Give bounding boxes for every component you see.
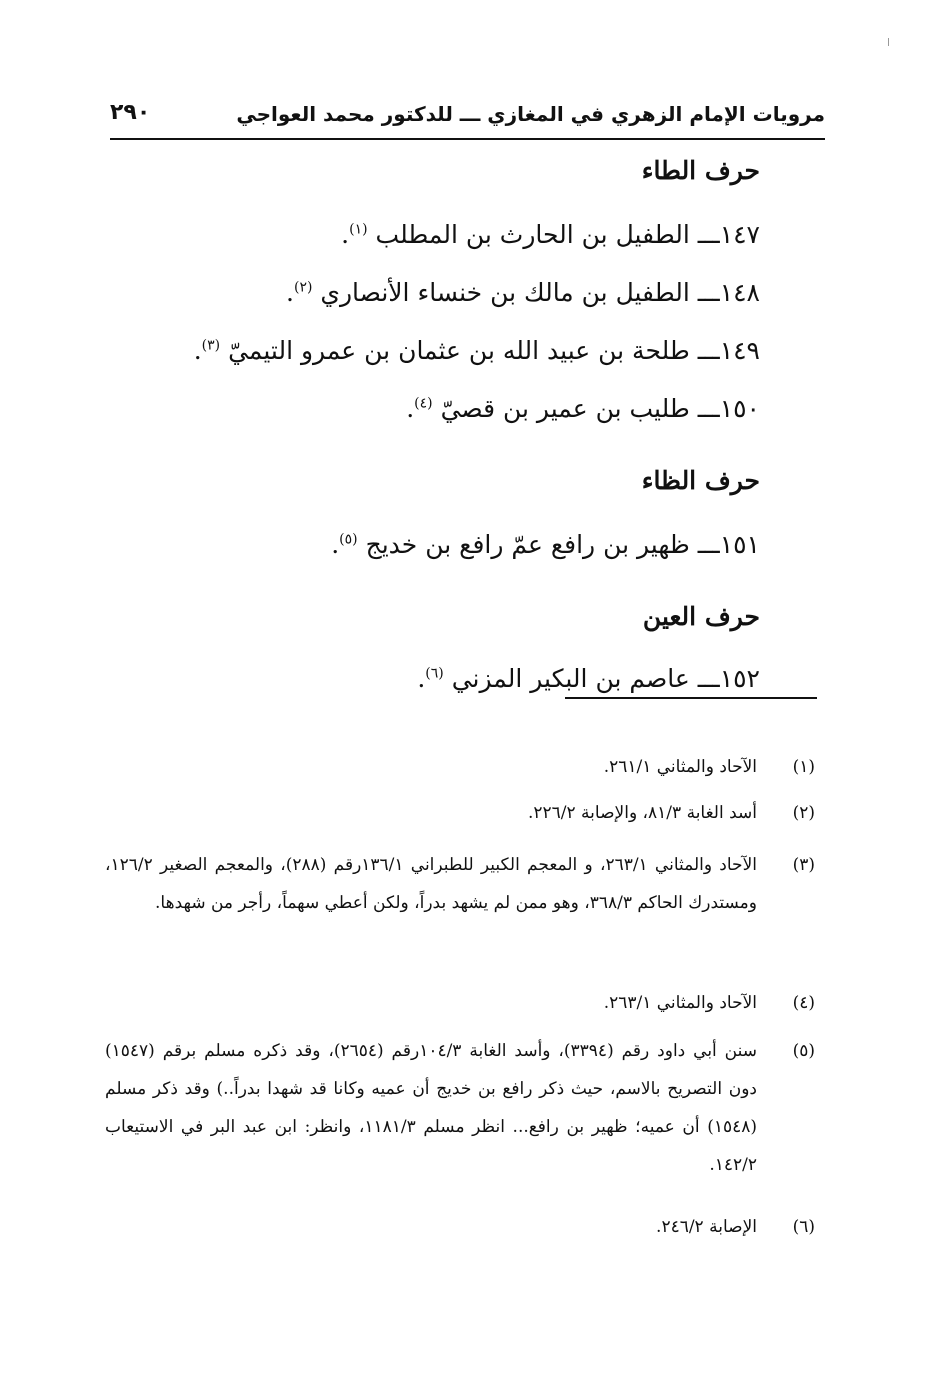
entry-text: ١٤٧ـــ الطفيل بن الحارث بن المطلب xyxy=(375,220,760,249)
footnote-ref: (٢) xyxy=(293,279,313,296)
footnote-number: (٢) xyxy=(792,803,815,823)
footnote-ref: (٤) xyxy=(414,395,433,412)
footnote-ref: (٦) xyxy=(425,665,444,682)
page-number: ٢٩٠ xyxy=(110,100,151,125)
running-header xyxy=(110,96,825,136)
entry-item: ١٥٠ـــ طليب بن عمير بن قصيّ $^{(٤)}$. xyxy=(406,394,760,423)
entry-item: ١٤٩ـــ طلحة بن عبيد الله بن عثمان بن عمرو التيميّ $^{(٣)}$. xyxy=(193,336,760,365)
section-heading: حرف العين xyxy=(642,602,760,631)
running-header-title: مرويات الإمام الزهري في المغازي ـــ للدكتور محمد العواجي xyxy=(236,102,825,126)
entry-text: ١٤٨ـــ الطفيل بن مالك بن خنساء الأنصاري xyxy=(320,278,760,307)
scan-mark xyxy=(888,38,889,46)
footnote xyxy=(105,846,815,922)
footnote-text: الآحاد والمثاني ٢٦٣/١، و المعجم الكبير للطبراني ١٣٦/١رقم (٢٨٨)، والمعجم الصغير ١٢٦/٢، ومستدرك الحاكم ٣٦٨/٣، وهو ممن لم يشهد بدراً، ولكن أعطي سهماً، رأجر من شهدها. xyxy=(105,855,757,913)
entry-text: ١٥١ـــ ظهير بن رافع عمّ رافع بن خديج xyxy=(365,530,760,559)
footnote xyxy=(105,984,815,1022)
entry-item: ١٥٢ـــ عاصم بن البكير المزني $^{(٦)}$. xyxy=(417,664,760,693)
header-rule xyxy=(110,138,825,140)
section-heading: حرف الطاء xyxy=(641,156,760,185)
footnote-separator xyxy=(565,697,817,699)
footnote-text: الآحاد والمثاني ٢٦١/١. xyxy=(603,757,757,777)
footnote-number: (٤) xyxy=(792,993,815,1013)
entry-text: ١٤٩ـــ طلحة بن عبيد الله بن عثمان بن عمرو التيميّ xyxy=(228,336,760,365)
footnote-text: الإصابة ٢٤٦/٢. xyxy=(656,1217,757,1237)
entry-item: ١٤٨ـــ الطفيل بن مالك بن خنساء الأنصاري $^{(٢)}$. xyxy=(286,278,760,307)
footnote-number: (١) xyxy=(792,757,815,777)
footnote-number: (٥) xyxy=(792,1041,815,1061)
footnote-ref: (١) xyxy=(349,221,368,238)
entry-text: ١٥٢ـــ عاصم بن البكير المزني xyxy=(451,664,760,693)
footnote xyxy=(105,794,815,832)
footnote xyxy=(105,1032,815,1184)
entry-item: ١٥١ـــ ظهير بن رافع عمّ رافع بن خديج $^{(٥)}$. xyxy=(331,530,760,559)
footnote-text: أسد الغابة ٨١/٣، والإصابة ٢٢٦/٢. xyxy=(527,803,757,823)
footnote-text: الآحاد والمثاني ٢٦٣/١. xyxy=(603,993,757,1013)
footnote-ref: (٥) xyxy=(339,531,358,548)
entry-text: ١٥٠ـــ طليب بن عمير بن قصيّ xyxy=(440,394,760,423)
footnote-number: (٦) xyxy=(792,1217,815,1237)
footnote-number: (٣) xyxy=(792,855,815,875)
footnote-ref: (٣) xyxy=(201,337,221,354)
footnote xyxy=(105,1208,815,1246)
footnote-text: سنن أبي داود رقم (٣٣٩٤)، وأسد الغابة ١٠٤/٣رقم (٢٦٥٤)، وقد ذكره مسلم برقم (١٥٤٧) دون التصريح بالاسم، حيث ذكر رافع بن خديج أن عميه وكانا قد شهدا بدراً..) وقد ذكر مسلم (١٥٤٨) أن عميه؛ ظهير بن رافع... انظر مسلم ١١٨١/٣، وانظر: ابن عبد البر في الاستيعاب ١٤٢/٢. xyxy=(105,1041,757,1175)
entry-item: ١٤٧ـــ الطفيل بن الحارث بن المطلب $^{(١)}$. xyxy=(341,220,760,249)
section-heading: حرف الظاء xyxy=(641,466,760,495)
footnote xyxy=(105,748,815,786)
